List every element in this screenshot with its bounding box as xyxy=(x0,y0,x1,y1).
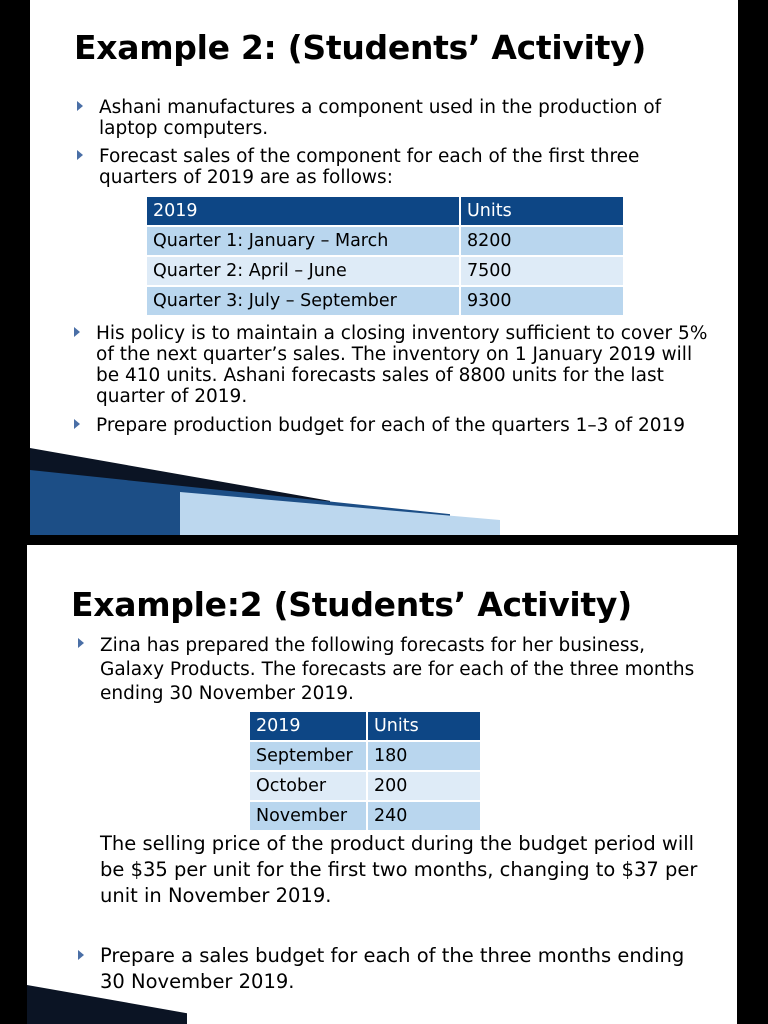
table-row xyxy=(250,771,480,801)
sales-forecast-table xyxy=(147,197,623,315)
bullet-item xyxy=(96,323,711,407)
table-row xyxy=(250,741,480,771)
pricing-paragraph: The selling price of the product during the budget period will be $35 per unit for the first two months, changing to $37 per unit in November 2019. xyxy=(100,832,698,907)
bullet-item xyxy=(99,146,699,188)
bullet-text: His policy is to maintain a closing inventory sufficient to cover 5% of the next quarter’s sales. The inventory on 1 January 2019 will be 410 units. Ashani forecasts sales of 8800 units for the last quarter of 2019. xyxy=(96,323,708,407)
table-cell: 7500 xyxy=(460,256,623,286)
bullet-text: Prepare a sales budget for each of the three months ending 30 November 2019. xyxy=(100,944,685,993)
bullet-text: Prepare production budget for each of the quarters 1–3 of 2019 xyxy=(96,415,686,436)
slide-2 xyxy=(27,545,737,1024)
table-row xyxy=(147,226,623,256)
slide-1-title: Example 2: (Students’ Activity) xyxy=(74,28,647,67)
bullet-arrow-icon xyxy=(78,638,84,648)
table-cell: 8200 xyxy=(460,226,623,256)
bullet-item xyxy=(96,415,711,436)
bullet-arrow-icon xyxy=(77,101,83,111)
bullet-item xyxy=(99,97,709,139)
slide-1 xyxy=(30,0,738,535)
slide-2-title: Example:2 (Students’ Activity) xyxy=(71,585,632,624)
table-row xyxy=(250,801,480,830)
table-cell: Quarter 2: April – June xyxy=(147,256,460,286)
bullet-arrow-icon xyxy=(78,950,84,960)
table-cell: September xyxy=(250,741,367,771)
table-cell: Quarter 1: January – March xyxy=(147,226,460,256)
column-header: Units xyxy=(460,197,623,226)
table-row xyxy=(147,256,623,286)
table-cell: 180 xyxy=(367,741,480,771)
bullet-text: Ashani manufactures a component used in the production of laptop computers. xyxy=(99,97,662,139)
table-cell: October xyxy=(250,771,367,801)
table-cell: 9300 xyxy=(460,286,623,315)
bullet-arrow-icon xyxy=(74,327,80,337)
bullet-item xyxy=(100,943,700,995)
bullet-text: Forecast sales of the component for each of the first three quarters of 2019 are as follows: xyxy=(99,146,640,188)
bullet-arrow-icon xyxy=(74,419,80,429)
column-header: 2019 xyxy=(147,197,460,226)
bullet-text: Zina has prepared the following forecasts for her business, Galaxy Products. The forecasts are for each of the three months ending 30 November 2019. xyxy=(100,635,695,704)
slide-1-decor-band xyxy=(180,492,500,535)
column-header: Units xyxy=(367,712,480,741)
column-header: 2019 xyxy=(250,712,367,741)
table-cell: November xyxy=(250,801,367,830)
table-cell: Quarter 3: July – September xyxy=(147,286,460,315)
table-row xyxy=(147,286,623,315)
bullet-arrow-icon xyxy=(77,150,83,160)
table-cell: 240 xyxy=(367,801,480,830)
monthly-forecast-table xyxy=(250,712,480,830)
table-cell: 200 xyxy=(367,771,480,801)
bullet-item xyxy=(100,634,710,706)
table-header-row xyxy=(147,197,623,226)
table-header-row xyxy=(250,712,480,741)
